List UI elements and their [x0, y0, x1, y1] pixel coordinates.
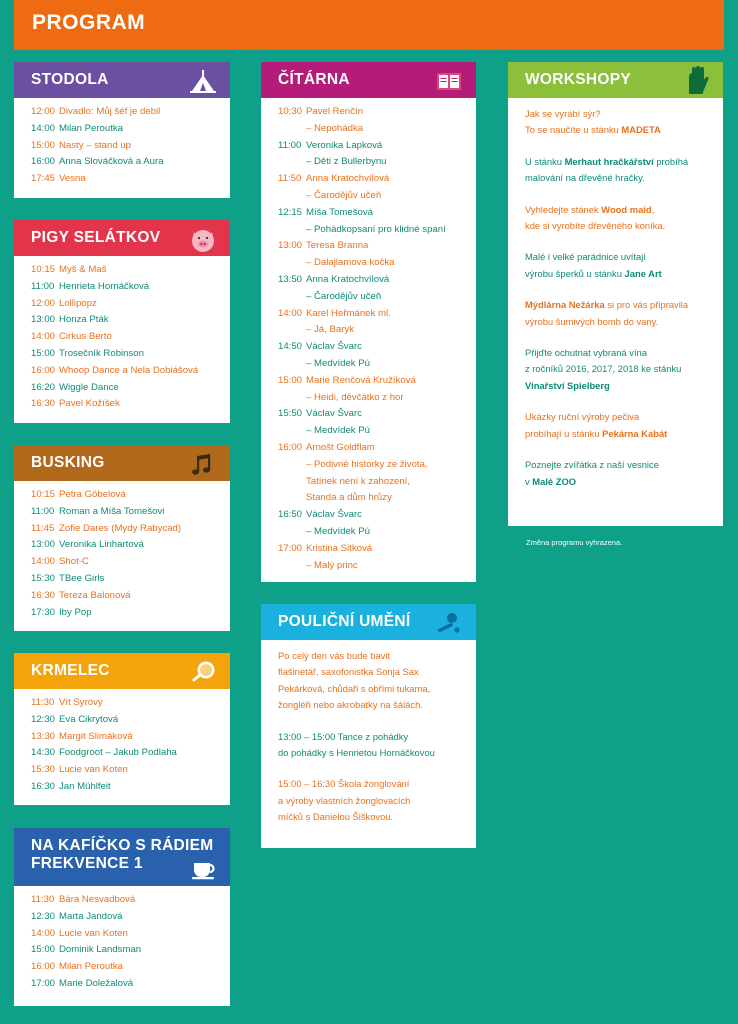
coffee-cup-icon: [188, 854, 218, 882]
list-item: 16:00 Anna Slováčková a Aura: [31, 156, 164, 168]
food-icon: [188, 658, 218, 686]
list-item: 14:00 Lucie van Koten: [31, 927, 128, 939]
list-item: – Heidi, děvčátko z hor: [306, 391, 404, 403]
card-header-stodola: [14, 62, 230, 98]
list-item: – Čarodějův učeň: [306, 290, 382, 302]
card-header-kaficko: [14, 828, 230, 886]
list-item: 14:30 Foodgroot – Jakub Podlaha: [31, 747, 177, 759]
list-item: 17:00 Kristina Sitková: [278, 542, 373, 554]
schedule-list-busking: [14, 481, 230, 627]
list-item: – Medvídek Pú: [306, 525, 370, 537]
card-title-citarna: ČÍTÁRNA: [278, 71, 350, 88]
list-item: 13:50 Anna Kratochvílová: [278, 273, 390, 285]
list-item: – Podivné historky ze života,: [306, 458, 428, 470]
list-item: 11:00 Roman a Míša Tomešovi: [31, 505, 165, 517]
list-item: 13:00 Veronika Linhartová: [31, 539, 144, 551]
poulicni-body: [261, 640, 476, 849]
list-item: 11:50 Anna Kratochvílová: [278, 173, 390, 185]
list-item: 14:00 Milan Peroutka: [31, 122, 123, 134]
card-title-krmelec: KRMELEC: [31, 662, 110, 679]
card-title-workshopy: WORKSHOPY: [525, 71, 632, 88]
workshopy-body: [508, 98, 723, 513]
card-workshopy: [508, 62, 723, 526]
list-item: 12:00 Lollipopz: [31, 297, 97, 309]
list-item: – Pohádkopsaní pro klidné spaní: [306, 223, 446, 235]
card-header-citarna: [261, 62, 476, 98]
list-item: 16:30 Jan Mühlfeit: [31, 780, 111, 792]
list-item: 15:30 TBee Girls: [31, 572, 105, 584]
list-item: – Já, Baryk: [306, 324, 354, 336]
card-stodola: [14, 62, 230, 198]
list-item: 14:50 Václav Švarc: [278, 341, 362, 353]
paragraph: U stánku Merhaut hračkářství probíhá malování na dřevěné hračky.: [525, 155, 689, 184]
schedule-list-citarna: [261, 98, 476, 580]
glove-icon: [681, 64, 711, 96]
list-item: 11:30 Bára Nesvadbová: [31, 894, 136, 905]
list-item: 14:00 Karel Heřmánek ml.: [278, 307, 391, 319]
paragraph: 15:00 – 16:30 Škola žonglování a výroby vlastních žonglovacích míčků s Danielou Šiškovou.: [278, 778, 411, 823]
paragraph: Vyhledejte stánek Wood maid, kde si vyrobíte dřevěného koníka.: [525, 203, 666, 232]
paragraph: Jak se vyrábí sýr? To se naučíte u stánku MADETA: [525, 108, 661, 136]
list-item: 12:00 Divadlo: Můj šéf je debil: [31, 106, 161, 117]
program-change-note: Změna programu vyhrazena.: [526, 538, 623, 547]
list-item: 17:45 Vesna: [31, 173, 86, 185]
book-icon: [434, 67, 464, 95]
schedule-list-krmelec: [14, 689, 230, 802]
list-item: 16:30 Pavel Kožíšek: [31, 398, 120, 410]
list-item: 17:00 Marie Doležalová: [31, 977, 134, 989]
list-item: – Medvídek Pú: [306, 425, 370, 437]
list-item: 16:00 Arnošt Goldflam: [278, 441, 375, 453]
list-item: 16:20 Wiggle Dance: [31, 381, 119, 393]
list-item: 11:45 Zofie Dares (Mydy Rabycad): [31, 522, 182, 534]
list-item: 16:50 Václav Švarc: [278, 509, 362, 521]
paragraph: Mýdlárna Nežárka si pro vás připravila výrobu šumivých bomb do vany.: [525, 299, 689, 327]
list-item: 15:50 Václav Švarc: [278, 408, 362, 420]
page-title: PROGRAM: [32, 11, 146, 34]
list-item: – Malý princ: [306, 559, 358, 571]
list-item: – Medvídek Pú: [306, 357, 370, 369]
list-item: 10:30 Pavel Renčín: [278, 106, 364, 117]
list-item: 11:30 Vít Syrový: [31, 697, 103, 708]
list-item: 13:00 Honza Pták: [31, 314, 109, 326]
list-item: Standa a dům hrůzy: [306, 492, 392, 504]
music-note-icon: [188, 450, 218, 478]
list-item: 10:15 Petra Göbelová: [31, 489, 126, 500]
card-title-pigy: PIGY SELÁTKOV: [31, 229, 161, 246]
card-poulicni: [261, 604, 476, 848]
card-title-busking: BUSKING: [31, 454, 105, 471]
card-title-stodola: STODOLA: [31, 71, 109, 88]
list-item: 12:30 Marta Jandová: [31, 910, 123, 922]
card-header-workshopy: [508, 62, 723, 98]
card-citarna: [261, 62, 476, 582]
list-item: – Dalajlamova kočka: [306, 257, 395, 269]
list-item: 16:30 Tereza Balonová: [31, 589, 131, 601]
program-banner: [14, 0, 724, 50]
list-item: 14:00 Shot-C: [31, 556, 89, 568]
list-item: – Děti z Bullerbynu: [306, 156, 387, 168]
list-item: 15:00 Trosečník Robinson: [31, 347, 144, 359]
card-header-poulicni: [261, 604, 476, 640]
list-item: 10:15 Myš & Maš: [31, 264, 107, 275]
paragraph: Přijďte ochutnat vybraná vína z ročníků 2016, 2017, 2018 ke stánku Vinařství Spielberg: [525, 347, 682, 391]
pig-icon: [188, 225, 218, 253]
list-item: 12:30 Eva Cikrytová: [31, 713, 119, 725]
list-item: Tatínek není k zahození,: [306, 475, 410, 487]
list-item: 15:00 Marie Renčová Kružíková: [278, 374, 416, 386]
list-item: 13:30 Margit Slimáková: [31, 730, 133, 742]
paragraph: Ukázky ruční výroby pečiva probíhají u stánku Pekárna Kabát: [525, 411, 668, 439]
list-item: 15:00 Dominik Landsman: [31, 944, 142, 956]
schedule-list-stodola: [14, 98, 230, 194]
card-pigy: [14, 220, 230, 423]
paragraph: Po celý den vás bude bavit flašinetář, saxofonistka Sonja Sax Pekárková, chůdaři s obřími tukama, žongléři nebo akrobatky na šálách.: [278, 650, 431, 711]
schedule-list-kaficko: [14, 886, 230, 999]
paragraph: 13:00 – 15:00 Tance z pohádky do pohádky s Henrietou Hornáčkovou: [278, 730, 435, 759]
list-item: – Nepohádka: [306, 122, 364, 134]
card-header-krmelec: [14, 653, 230, 689]
list-item: 12:15 Míša Tomešová: [278, 206, 374, 218]
card-krmelec: [14, 653, 230, 805]
card-title-poulicni: POULIČNÍ UMĚNÍ: [278, 613, 411, 630]
schedule-list-pigy: [14, 256, 230, 419]
list-item: 11:00 Veronika Lapková: [278, 139, 383, 151]
list-item: 15:00 Nasty – stand up: [31, 139, 131, 151]
list-item: 17:30 Iby Pop: [31, 606, 92, 618]
tent-icon: [188, 67, 218, 95]
list-item: 14:00 Cirkus Berto: [31, 331, 112, 343]
list-item: 11:00 Henrieta Hornáčková: [31, 280, 150, 292]
card-title-kaficko: NA KAFÍČKO S RÁDIEM FREKVENCE 1: [31, 837, 214, 872]
card-busking: [14, 445, 230, 631]
card-kaficko: [14, 828, 230, 1006]
list-item: – Čarodějův učeň: [306, 189, 382, 201]
list-item: 15:30 Lucie van Koten: [31, 764, 128, 776]
list-item: 13:00 Teresa Branna: [278, 240, 369, 252]
card-header-busking: [14, 445, 230, 481]
paragraph: Poznejte zvířátka z naší vesnice v Malé ZOO: [525, 459, 659, 487]
card-header-pigy: [14, 220, 230, 256]
list-item: 16:00 Milan Peroutka: [31, 961, 123, 973]
list-item: 16:00 Whoop Dance a Nela Dobiášová: [31, 364, 199, 376]
juggling-icon: [434, 609, 464, 637]
paragraph: Malé i velké parádnice uvítají výrobu šperků u stánku Jane Art: [525, 251, 662, 279]
